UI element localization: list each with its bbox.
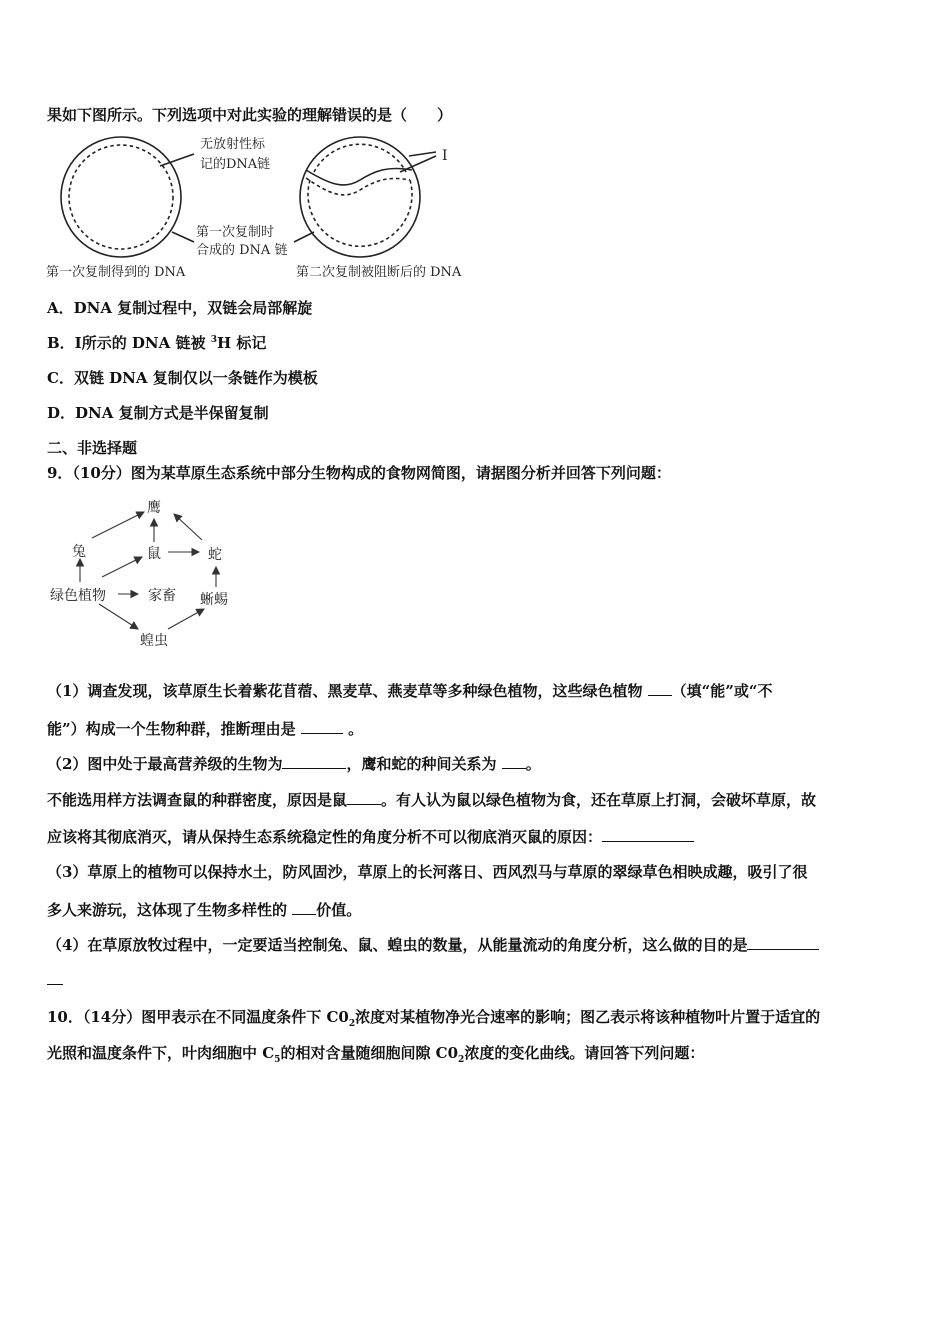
q9-part2-text-b: ，鹰和蛇的种间关系为 [346,755,502,773]
q9-part1-text-d: 。 [348,720,364,738]
q9-part2-text-e: 。有人认为鼠以绿色植物为食，还在草原上打洞，会破坏草原，故 [381,791,817,809]
q10-text-e: 浓度的变化曲线。请回答下列问题： [464,1044,705,1062]
node-snake: 蛇 [208,547,222,563]
answer-blank[interactable] [47,984,63,985]
q10-sub: 2 [458,1055,465,1065]
q9-part2-text: （2）图中处于最高营养级的生物为 [47,755,283,773]
q10-line2 [47,1042,704,1065]
node-lizard: 蜥蜴 [200,592,228,608]
answer-blank[interactable] [347,792,381,805]
q9-part2-text-f: 应该将其彻底消灭，请从保持生态系统稳定性的角度分析不可以彻底消灭鼠的原因： [47,828,603,846]
option-b [47,332,266,353]
answer-blank[interactable] [292,902,316,915]
label-roman-i: Ⅰ [442,148,448,164]
node-locust: 蝗虫 [140,633,168,649]
option-d: D．DNA 复制方式是半保留复制 [47,404,269,422]
option-b-tail: H 标记 [217,334,267,352]
q10-text-a: 10．（14分）图甲表示在不同温度条件下 C0 [47,1008,349,1026]
q9-part2-line3 [47,826,694,847]
q8-stem: 果如下图所示。下列选项中对此实验的理解错误的是（ ） [47,106,453,124]
q9-part1-line2 [47,718,363,739]
q10-text-b: 浓度对某植物净光合速率的影响；图乙表示将该种植物叶片置于适宜的 [355,1008,821,1026]
answer-blank[interactable] [747,937,819,950]
q9-part4-text: （4）在草原放牧过程中，一定要适当控制兔、鼠、蝗虫的数量，从能量流动的角度分析，这么做的目的是 [47,936,748,954]
dna-inner-strand-left [69,145,173,249]
node-hawk: 鹰 [147,500,161,516]
q9-part1-text: （1）调查发现，该草原生长着紫花苜蓿、黑麦草、燕麦草等多种绿色植物，这些绿色植物 [47,682,648,700]
q10-text-c: 光照和温度条件下，叶肉细胞中 C [47,1044,275,1062]
answer-blank[interactable] [502,756,526,769]
option-a: A．DNA 复制过程中，双链会局部解旋 [47,299,313,317]
option-c: C．双链 DNA 复制仅以一条链作为模板 [47,369,318,387]
q9-part4-line1 [47,934,819,955]
q10-line1 [47,1006,820,1029]
section-title: 二、非选择题 [47,439,138,457]
q9-part1-line1 [47,680,773,701]
dna-replication-figure [44,132,494,284]
label-no-radioactive-2: 记的DNA链 [200,157,271,172]
dna-outer-strand-right [300,137,420,257]
answer-blank[interactable] [282,756,346,769]
option-b-text: B．Ⅰ所示的 DNA 链被 [47,334,211,352]
q9-part3-text-b: 价值。 [316,901,362,919]
caption-right: 第二次复制被阻断后的 DNA [296,265,462,280]
option-b-sup: 3 [210,335,217,345]
q10-sub: 2 [348,1019,356,1029]
q9-part2-line2 [47,789,816,810]
node-livestock: 家畜 [148,588,176,604]
node-mouse: 鼠 [147,546,161,562]
node-rabbit: 兔 [72,544,86,560]
q9-part2-text-d: 不能选用样方法调查鼠的种群密度，原因是鼠 [47,791,348,809]
label-no-radioactive-1: 无放射性标 [200,137,266,152]
node-plants: 绿色植物 [50,588,106,604]
q9-part1-text-c: 能”）构成一个生物种群，推断理由是 [47,720,301,738]
q9-part3-line2 [47,899,361,920]
answer-blank[interactable] [602,829,694,842]
q9-part1-text-b: （填“能”或“不 [671,682,773,700]
label-first-rep-1: 第一次复制时 [196,225,275,240]
q10-sub: 5 [274,1055,281,1065]
q9-part2-line1 [47,753,541,774]
answer-blank[interactable] [301,721,343,734]
q9-part3-text: 多人来游玩，这体现了生物多样性的 [47,901,293,919]
label-first-rep-2: 合成的 DNA 链 [196,243,288,258]
q9-part2-text-c: 。 [525,755,541,773]
q10-text-d: 的相对含量随细胞间隙 C0 [280,1044,459,1062]
caption-left: 第一次复制得到的 DNA [46,265,186,280]
answer-blank[interactable] [648,683,672,696]
food-web-figure [44,492,244,652]
q9-stem: 9．（10分）图为某草原生态系统中部分生物构成的食物网简图，请据图分析并回答下列问题： [47,464,671,482]
dna-outer-strand-left [61,137,181,257]
q9-part3-line1: （3）草原上的植物可以保持水土，防风固沙，草原上的长河落日、西风烈马与草原的翠绿草色相映成趣，吸引了很 [47,863,808,881]
replication-bubble-solid [306,168,412,184]
